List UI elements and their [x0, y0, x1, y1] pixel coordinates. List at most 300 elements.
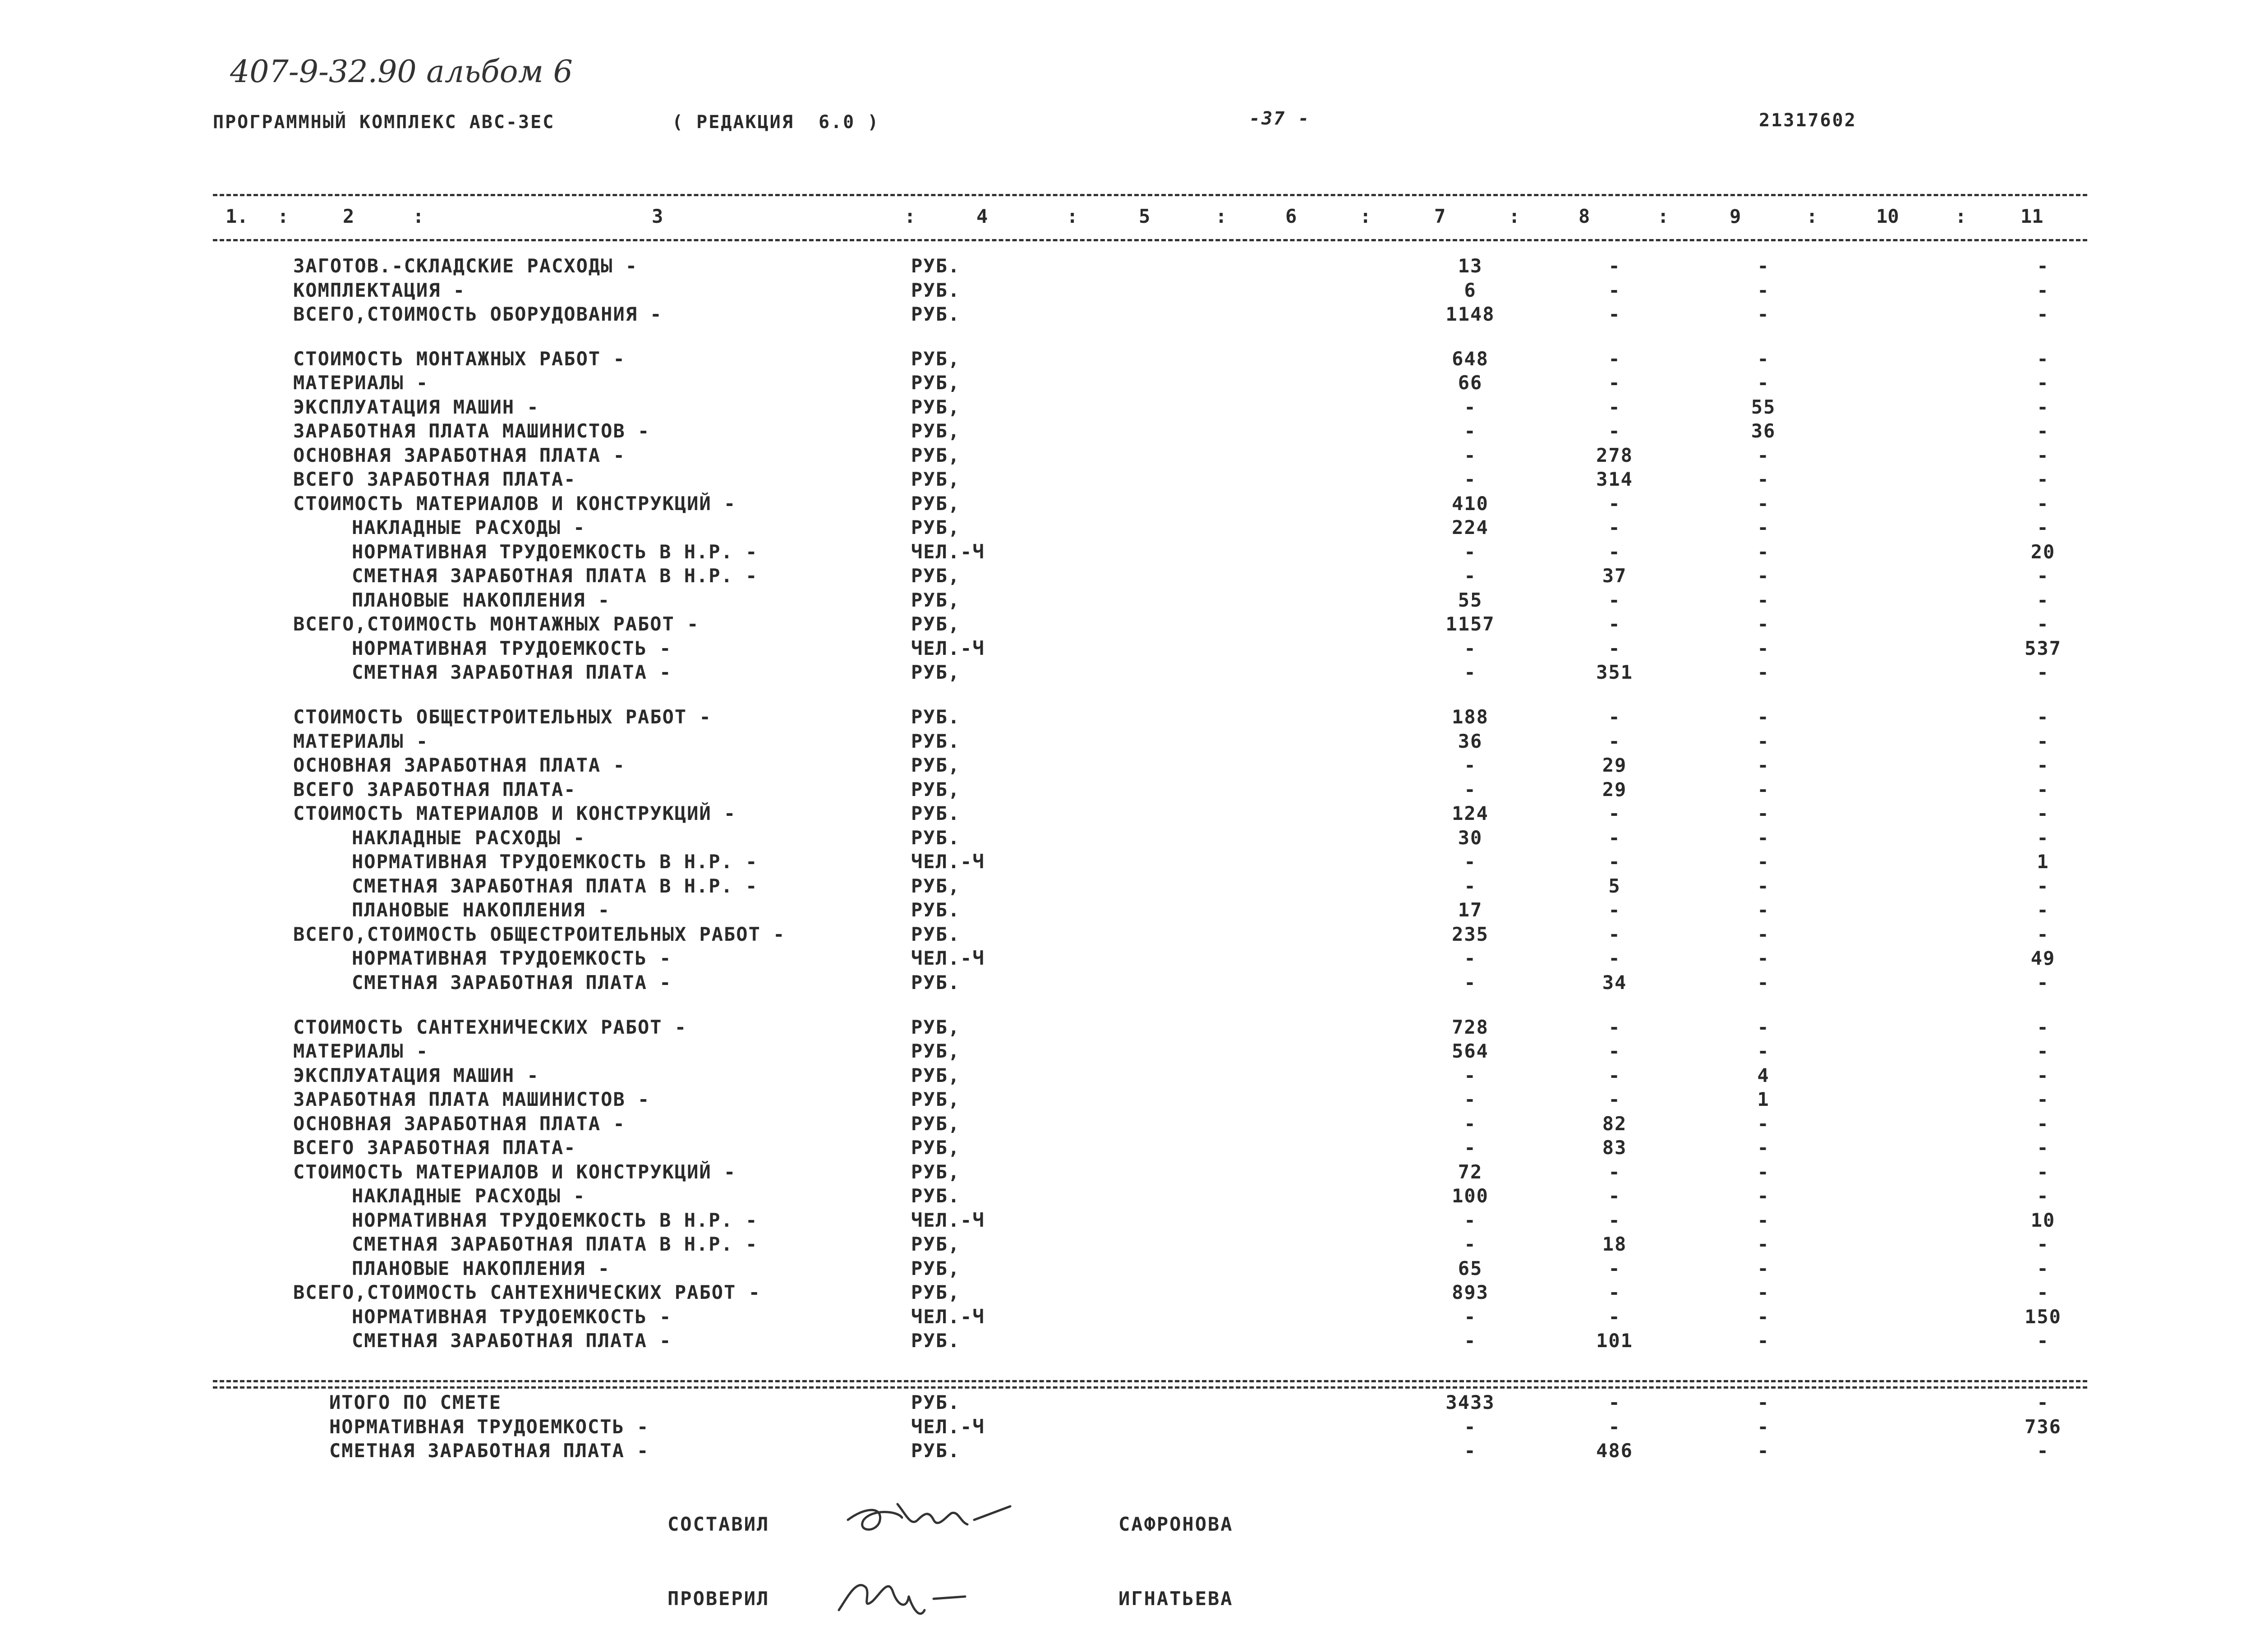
col9-cell: -	[1757, 279, 1770, 301]
col7-cell: -	[1464, 661, 1477, 684]
col8-cell: -	[1608, 540, 1621, 563]
col8-cell: -	[1608, 1415, 1621, 1438]
col7-cell: 100	[1452, 1185, 1489, 1207]
col8-cell: -	[1608, 1064, 1621, 1086]
unit-cell: РУБ,	[911, 1088, 961, 1111]
compiler-name: САФРОНОВА	[1118, 1513, 1233, 1535]
col8-cell: 18	[1602, 1233, 1627, 1256]
row-label: СМЕТНАЯ ЗАРАБОТНАЯ ПЛАТА -	[352, 971, 672, 994]
col11-cell: -	[2037, 372, 2049, 394]
row-label: ВСЕГО,СТОИМОСТЬ ОБЩЕСТРОИТЕЛЬНЫХ РАБОТ -	[293, 923, 786, 945]
col8-cell: 5	[1608, 874, 1621, 897]
col8-cell: -	[1608, 1088, 1621, 1111]
unit-cell: ЧЕЛ.-Ч	[911, 851, 985, 873]
col7-cell: 72	[1458, 1160, 1483, 1183]
table-row	[0, 372, 2255, 396]
col7-cell: -	[1464, 1064, 1477, 1086]
unit-cell: ЧЕЛ.-Ч	[911, 1305, 985, 1328]
table-row	[0, 492, 2255, 517]
unit-cell: РУБ,	[911, 613, 961, 635]
unit-cell: РУБ,	[911, 420, 961, 442]
col7-cell: 13	[1458, 255, 1483, 277]
row-label: СТОИМОСТЬ МАТЕРИАЛОВ И КОНСТРУКЦИЙ -	[293, 1160, 736, 1183]
compiler-signature	[839, 1488, 1019, 1547]
col11-cell: 537	[2025, 637, 2062, 659]
col9-cell: -	[1757, 1016, 1770, 1038]
col-sep: :	[1806, 205, 1818, 227]
col11-cell: -	[2037, 730, 2049, 752]
col11-cell: -	[2037, 516, 2049, 539]
col9-cell: -	[1757, 826, 1770, 849]
unit-cell: РУБ,	[911, 372, 961, 394]
col-header-4: 4	[976, 205, 988, 227]
unit-cell: РУБ,	[911, 874, 961, 897]
col9-cell: -	[1757, 1160, 1770, 1183]
col9-cell: -	[1757, 1233, 1770, 1256]
col8-cell: 351	[1596, 661, 1633, 684]
unit-cell: РУБ.	[911, 1185, 961, 1207]
col9-cell: -	[1757, 565, 1770, 587]
unit-cell: РУБ.	[911, 255, 961, 277]
col-sep: :	[904, 205, 916, 227]
col11-cell: -	[2037, 492, 2049, 515]
table-row	[0, 255, 2255, 279]
table-row	[0, 661, 2255, 686]
row-label: ПЛАНОВЫЕ НАКОПЛЕНИЯ -	[352, 899, 611, 921]
table-row	[0, 1161, 2255, 1185]
col8-cell: -	[1608, 1257, 1621, 1279]
col11-cell: -	[2037, 706, 2049, 728]
row-label: НАКЛАДНЫЕ РАСХОДЫ -	[352, 1185, 586, 1207]
row-label: СТОИМОСТЬ МАТЕРИАЛОВ И КОНСТРУКЦИЙ -	[293, 802, 736, 825]
col7-cell: -	[1464, 1233, 1477, 1256]
col11-cell: -	[2037, 279, 2049, 301]
row-label: СМЕТНАЯ ЗАРАБОТНАЯ ПЛАТА -	[352, 661, 672, 684]
col9-cell: -	[1757, 1040, 1770, 1063]
table-row	[0, 1137, 2255, 1161]
table-row	[0, 468, 2255, 492]
col7-cell: 893	[1452, 1281, 1489, 1304]
col9-cell: -	[1757, 589, 1770, 611]
row-label: НОРМАТИВНАЯ ТРУДОЕМКОСТЬ -	[352, 947, 672, 970]
col11-cell: -	[2037, 971, 2049, 994]
table-row	[0, 754, 2255, 778]
col8-cell: -	[1608, 730, 1621, 752]
col7-cell: 55	[1458, 589, 1483, 611]
unit-cell: РУБ.	[911, 279, 961, 301]
col8-cell: -	[1608, 1185, 1621, 1207]
col7-cell: -	[1464, 396, 1477, 418]
col9-cell: -	[1757, 303, 1770, 325]
col7-cell: 1157	[1445, 613, 1495, 635]
row-label: ВСЕГО,СТОИМОСТЬ САНТЕХНИЧЕСКИХ РАБОТ -	[293, 1281, 761, 1304]
col7-cell: -	[1464, 1088, 1477, 1111]
col11-cell: -	[2037, 613, 2049, 635]
row-label: ВСЕГО ЗАРАБОТНАЯ ПЛАТА-	[293, 1137, 576, 1159]
row-label: ЗАРАБОТНАЯ ПЛАТА МАШИНИСТОВ -	[293, 1088, 650, 1111]
col7-cell: -	[1464, 637, 1477, 659]
col11-cell: -	[2037, 255, 2049, 277]
unit-cell: РУБ,	[911, 396, 961, 418]
table-row	[0, 1185, 2255, 1209]
col7-cell: 410	[1452, 492, 1489, 515]
col8-cell: -	[1608, 347, 1621, 370]
col8-cell: -	[1608, 899, 1621, 921]
unit-cell: РУБ.	[911, 802, 961, 825]
unit-cell: РУБ,	[911, 1137, 961, 1159]
col7-cell: 17	[1458, 899, 1483, 921]
col7-cell: 65	[1458, 1257, 1483, 1279]
table-top-rule	[213, 194, 2087, 196]
col11-cell: -	[2037, 468, 2049, 491]
col9-cell: -	[1757, 899, 1770, 921]
table-row	[0, 541, 2255, 565]
col11-cell: -	[2037, 1040, 2049, 1063]
col7-cell: -	[1464, 947, 1477, 970]
col11-cell: -	[2037, 1016, 2049, 1038]
col9-cell: -	[1757, 730, 1770, 752]
col9-cell: -	[1757, 1281, 1770, 1304]
table-row	[0, 565, 2255, 589]
col11-cell: 1	[2037, 851, 2049, 873]
row-label: СТОИМОСТЬ МАТЕРИАЛОВ И КОНСТРУКЦИЙ -	[293, 492, 736, 515]
col9-cell: 1	[1757, 1088, 1770, 1111]
unit-cell: ЧЕЛ.-Ч	[911, 637, 985, 659]
unit-cell: РУБ.	[911, 1440, 961, 1462]
row-label: ЭКСПЛУАТАЦИЯ МАШИН -	[293, 1064, 539, 1086]
row-label: СМЕТНАЯ ЗАРАБОТНАЯ ПЛАТА В Н.Р. -	[352, 874, 758, 897]
unit-cell: РУБ,	[911, 1281, 961, 1304]
unit-cell: ЧЕЛ.-Ч	[911, 947, 985, 970]
col8-cell: -	[1608, 396, 1621, 418]
album-reference: 407-9-32.90 альбом 6	[230, 54, 573, 90]
table-row	[0, 613, 2255, 637]
col-sep: :	[1509, 205, 1520, 227]
col11-cell: -	[2037, 1257, 2049, 1279]
col-sep: :	[1215, 205, 1227, 227]
unit-cell: РУБ.	[911, 971, 961, 994]
unit-cell: РУБ,	[911, 516, 961, 539]
col8-cell: -	[1608, 802, 1621, 825]
row-label: СМЕТНАЯ ЗАРАБОТНАЯ ПЛАТА -	[352, 1330, 672, 1352]
table-row	[0, 1113, 2255, 1137]
col7-cell: -	[1464, 1305, 1477, 1328]
row-label: СТОИМОСТЬ САНТЕХНИЧЕСКИХ РАБОТ -	[293, 1016, 687, 1038]
table-row	[0, 279, 2255, 304]
col8-cell: -	[1608, 613, 1621, 635]
col11-cell: 736	[2025, 1415, 2062, 1438]
unit-cell: РУБ.	[911, 706, 961, 728]
col11-cell: -	[2037, 1160, 2049, 1183]
row-label: СТОИМОСТЬ ОБЩЕСТРОИТЕЛЬНЫХ РАБОТ -	[293, 706, 712, 728]
col-header-9: 9	[1730, 205, 1741, 227]
row-label: СМЕТНАЯ ЗАРАБОТНАЯ ПЛАТА В Н.Р. -	[352, 565, 758, 587]
unit-cell: РУБ,	[911, 1112, 961, 1135]
row-label: НОРМАТИВНАЯ ТРУДОЕМКОСТЬ -	[352, 1305, 672, 1328]
col8-cell: 486	[1596, 1440, 1633, 1462]
unit-cell: РУБ,	[911, 1233, 961, 1256]
col7-cell: 30	[1458, 826, 1483, 849]
table-row	[0, 1306, 2255, 1330]
col8-cell: -	[1608, 279, 1621, 301]
unit-cell: РУБ,	[911, 754, 961, 777]
unit-cell: РУБ.	[911, 826, 961, 849]
col8-cell: 82	[1602, 1112, 1627, 1135]
table-row	[0, 1391, 2255, 1416]
table-row	[0, 706, 2255, 730]
unit-cell: РУБ,	[911, 565, 961, 587]
col8-cell: 83	[1602, 1137, 1627, 1159]
col-header-2: 2	[343, 205, 354, 227]
col11-cell: -	[2037, 1330, 2049, 1352]
row-label: ОСНОВНАЯ ЗАРАБОТНАЯ ПЛАТА -	[293, 1112, 626, 1135]
document-code: 21317602	[1759, 110, 1857, 131]
edition-label: ( РЕДАКЦИЯ 6.0 )	[672, 112, 880, 133]
col11-cell: -	[2037, 589, 2049, 611]
col-header-5: 5	[1139, 205, 1151, 227]
row-label: СМЕТНАЯ ЗАРАБОТНАЯ ПЛАТА -	[329, 1440, 649, 1462]
unit-cell: ЧЕЛ.-Ч	[911, 1415, 985, 1438]
table-row	[0, 1209, 2255, 1233]
col-header-8: 8	[1578, 205, 1590, 227]
table-row	[0, 1416, 2255, 1440]
table-row	[0, 420, 2255, 444]
row-label: МАТЕРИАЛЫ -	[293, 730, 429, 752]
col-sep: :	[1067, 205, 1078, 227]
col7-cell: -	[1464, 540, 1477, 563]
table-row	[0, 899, 2255, 923]
col8-cell: -	[1608, 1281, 1621, 1304]
col11-cell: -	[2037, 661, 2049, 684]
row-label: СТОИМОСТЬ МОНТАЖНЫХ РАБОТ -	[293, 347, 626, 370]
table-row	[0, 589, 2255, 613]
col7-cell: -	[1464, 1209, 1477, 1231]
unit-cell: РУБ,	[911, 589, 961, 611]
col7-cell: 124	[1452, 802, 1489, 825]
col7-cell: -	[1464, 1112, 1477, 1135]
unit-cell: РУБ,	[911, 1040, 961, 1063]
row-label: НАКЛАДНЫЕ РАСХОДЫ -	[352, 516, 586, 539]
col-sep: :	[277, 205, 289, 227]
table-row	[0, 444, 2255, 469]
col9-cell: -	[1757, 802, 1770, 825]
col9-cell: -	[1757, 1415, 1770, 1438]
col11-cell: -	[2037, 923, 2049, 945]
col9-cell: -	[1757, 874, 1770, 897]
col9-cell: -	[1757, 637, 1770, 659]
checked-by-label: ПРОВЕРИЛ	[667, 1588, 770, 1610]
col-header-7: 7	[1434, 205, 1446, 227]
col7-cell: -	[1464, 1330, 1477, 1352]
col7-cell: -	[1464, 420, 1477, 442]
row-label: НОРМАТИВНАЯ ТРУДОЕМКОСТЬ В Н.Р. -	[352, 1209, 758, 1231]
col7-cell: -	[1464, 468, 1477, 491]
col9-cell: -	[1757, 947, 1770, 970]
table-row	[0, 1088, 2255, 1113]
unit-cell: РУБ,	[911, 778, 961, 801]
col7-cell: -	[1464, 971, 1477, 994]
checker-signature	[830, 1560, 974, 1624]
col8-cell: 278	[1596, 444, 1633, 466]
col9-cell: -	[1757, 347, 1770, 370]
col8-cell: -	[1608, 372, 1621, 394]
row-label: КОМПЛЕКТАЦИЯ -	[293, 279, 466, 301]
table-row	[0, 851, 2255, 875]
row-label: НОРМАТИВНАЯ ТРУДОЕМКОСТЬ В Н.Р. -	[352, 851, 758, 873]
table-row	[0, 1016, 2255, 1040]
totals-top-rule-2	[213, 1386, 2087, 1389]
table-row	[0, 1257, 2255, 1282]
unit-cell: РУБ,	[911, 1257, 961, 1279]
header-bottom-rule	[213, 239, 2087, 241]
col7-cell: 728	[1452, 1016, 1489, 1038]
row-label: ВСЕГО ЗАРАБОТНАЯ ПЛАТА-	[293, 778, 576, 801]
col-sep: :	[1657, 205, 1669, 227]
col8-cell: -	[1608, 255, 1621, 277]
col11-cell: -	[2037, 899, 2049, 921]
col9-cell: -	[1757, 1185, 1770, 1207]
col9-cell: -	[1757, 613, 1770, 635]
col7-cell: 648	[1452, 347, 1489, 370]
col8-cell: -	[1608, 492, 1621, 515]
col8-cell: -	[1608, 637, 1621, 659]
col9-cell: -	[1757, 971, 1770, 994]
col9-cell: -	[1757, 1391, 1770, 1413]
col9-cell: -	[1757, 754, 1770, 777]
col9-cell: -	[1757, 492, 1770, 515]
col8-cell: -	[1608, 706, 1621, 728]
row-label: ВСЕГО,СТОИМОСТЬ ОБОРУДОВАНИЯ -	[293, 303, 663, 325]
table-row	[0, 923, 2255, 948]
col8-cell: -	[1608, 1209, 1621, 1231]
table-row	[0, 1040, 2255, 1064]
col9-cell: -	[1757, 255, 1770, 277]
col-sep: :	[1360, 205, 1371, 227]
col9-cell: -	[1757, 540, 1770, 563]
row-label: ИТОГО ПО СМЕТЕ	[329, 1391, 502, 1413]
col11-cell: -	[2037, 303, 2049, 325]
col-header-3: 3	[652, 205, 663, 227]
col8-cell: 29	[1602, 754, 1627, 777]
col9-cell: 4	[1757, 1064, 1770, 1086]
unit-cell: РУБ,	[911, 444, 961, 466]
col7-cell: 564	[1452, 1040, 1489, 1063]
row-label: НОРМАТИВНАЯ ТРУДОЕМКОСТЬ -	[352, 637, 672, 659]
unit-cell: РУБ.	[911, 1330, 961, 1352]
col8-cell: -	[1608, 589, 1621, 611]
col-header-6: 6	[1285, 205, 1297, 227]
col8-cell: -	[1608, 1305, 1621, 1328]
table-row	[0, 1064, 2255, 1089]
col8-cell: 34	[1602, 971, 1627, 994]
col9-cell: -	[1757, 444, 1770, 466]
col7-cell: -	[1464, 1440, 1477, 1462]
table-row	[0, 971, 2255, 996]
col7-cell: 224	[1452, 516, 1489, 539]
col7-cell: 3433	[1445, 1391, 1495, 1413]
table-row	[0, 637, 2255, 662]
col8-cell: -	[1608, 923, 1621, 945]
row-label: СМЕТНАЯ ЗАРАБОТНАЯ ПЛАТА В Н.Р. -	[352, 1233, 758, 1256]
col8-cell: -	[1608, 1391, 1621, 1413]
row-label: ЗАРАБОТНАЯ ПЛАТА МАШИНИСТОВ -	[293, 420, 650, 442]
col8-cell: 314	[1596, 468, 1633, 491]
col11-cell: -	[2037, 1064, 2049, 1086]
col9-cell: -	[1757, 1330, 1770, 1352]
col11-cell: -	[2037, 874, 2049, 897]
col9-cell: -	[1757, 778, 1770, 801]
col11-cell: -	[2037, 778, 2049, 801]
col7-cell: 1148	[1445, 303, 1495, 325]
col7-cell: -	[1464, 1415, 1477, 1438]
col9-cell: 36	[1751, 420, 1776, 442]
table-row	[0, 348, 2255, 372]
col-sep: :	[1955, 205, 1967, 227]
row-label: ПЛАНОВЫЕ НАКОПЛЕНИЯ -	[352, 589, 611, 611]
table-row	[0, 396, 2255, 420]
unit-cell: РУБ,	[911, 1160, 961, 1183]
col8-cell: -	[1608, 303, 1621, 325]
row-label: ВСЕГО,СТОИМОСТЬ МОНТАЖНЫХ РАБОТ -	[293, 613, 700, 635]
col8-cell: -	[1608, 516, 1621, 539]
col8-cell: 101	[1596, 1330, 1633, 1352]
table-row	[0, 303, 2255, 327]
col-sep: :	[413, 205, 424, 227]
unit-cell: РУБ.	[911, 899, 961, 921]
col8-cell: 29	[1602, 778, 1627, 801]
table-row	[0, 802, 2255, 827]
col11-cell: -	[2037, 1112, 2049, 1135]
table-row	[0, 1330, 2255, 1354]
col9-cell: -	[1757, 661, 1770, 684]
program-title: ПРОГРАММНЫЙ КОМПЛЕКС АВС-3ЕС	[213, 112, 555, 133]
unit-cell: РУБ.	[911, 730, 961, 752]
col-header-11: 11	[2020, 205, 2043, 227]
col9-cell: -	[1757, 516, 1770, 539]
col11-cell: -	[2037, 802, 2049, 825]
unit-cell: РУБ.	[911, 1391, 961, 1413]
col8-cell: -	[1608, 1160, 1621, 1183]
row-label: ЗАГОТОВ.-СКЛАДСКИЕ РАСХОДЫ -	[293, 255, 638, 277]
col7-cell: -	[1464, 874, 1477, 897]
table-row	[0, 1440, 2255, 1464]
col9-cell: -	[1757, 923, 1770, 945]
col-header-1: 1.	[226, 205, 249, 227]
col8-cell: -	[1608, 947, 1621, 970]
table-row	[0, 827, 2255, 851]
row-label: ЭКСПЛУАТАЦИЯ МАШИН -	[293, 396, 539, 418]
col9-cell: 55	[1751, 396, 1776, 418]
col9-cell: -	[1757, 851, 1770, 873]
col8-cell: -	[1608, 1040, 1621, 1063]
page-number: -37 -	[1249, 108, 1311, 129]
table-row	[0, 516, 2255, 541]
col8-cell: 37	[1602, 565, 1627, 587]
col9-cell: -	[1757, 1440, 1770, 1462]
col7-cell: 235	[1452, 923, 1489, 945]
col11-cell: -	[2037, 565, 2049, 587]
col9-cell: -	[1757, 706, 1770, 728]
unit-cell: РУБ,	[911, 468, 961, 491]
row-label: НОРМАТИВНАЯ ТРУДОЕМКОСТЬ В Н.Р. -	[352, 540, 758, 563]
row-label: ПЛАНОВЫЕ НАКОПЛЕНИЯ -	[352, 1257, 611, 1279]
row-label: ОСНОВНАЯ ЗАРАБОТНАЯ ПЛАТА -	[293, 444, 626, 466]
unit-cell: РУБ.	[911, 303, 961, 325]
col7-cell: -	[1464, 778, 1477, 801]
unit-cell: ЧЕЛ.-Ч	[911, 1209, 985, 1231]
row-label: МАТЕРИАЛЫ -	[293, 1040, 429, 1063]
col8-cell: -	[1608, 420, 1621, 442]
